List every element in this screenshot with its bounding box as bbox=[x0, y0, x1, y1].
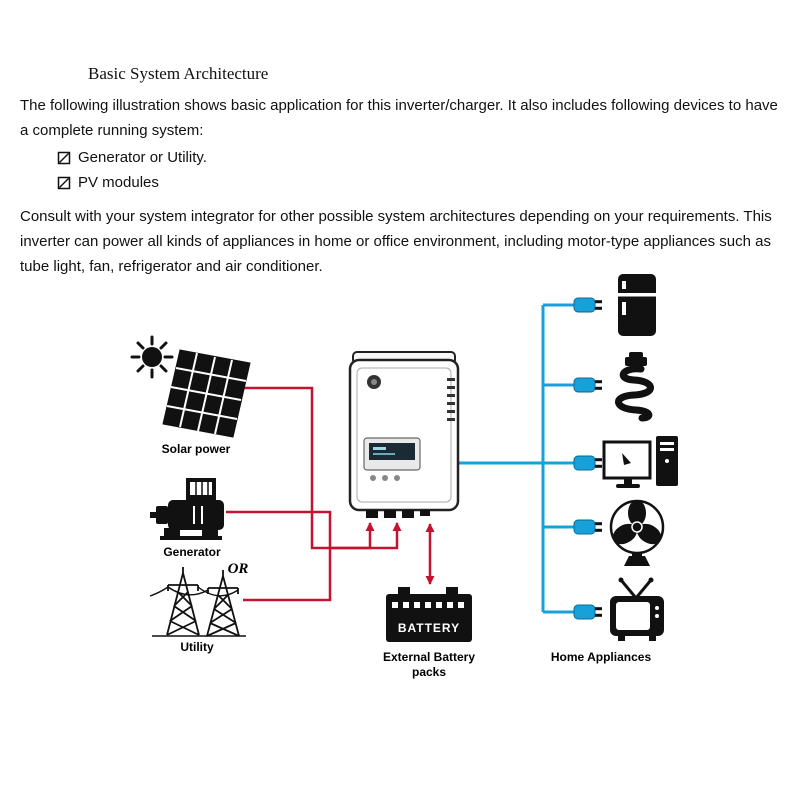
or-label: OR bbox=[227, 561, 249, 577]
body-paragraph: Consult with your system integrator for other possible system architectures depending on your requirements. This inverter can power all kinds of appliances in home or office environment, including motor-type appliances such as tube light, fan, refrigerator and air conditioner. bbox=[20, 208, 772, 275]
tv-icon bbox=[610, 578, 664, 642]
home-appliances-label: Home Appliances bbox=[550, 650, 652, 664]
plug-icon bbox=[574, 605, 602, 619]
plug-icon bbox=[574, 520, 602, 534]
sun-icon bbox=[132, 337, 172, 377]
computer-icon bbox=[604, 436, 678, 488]
generator-label: Generator bbox=[163, 545, 221, 559]
diagram-canvas bbox=[0, 260, 800, 800]
checklist-item-generator-utility bbox=[57, 145, 800, 170]
checklist-item-label: Generator or Utility. bbox=[78, 149, 207, 166]
inverter-icon bbox=[350, 352, 458, 518]
battery-icon bbox=[386, 587, 472, 642]
device-checklist bbox=[57, 145, 800, 195]
checkbox-icon bbox=[57, 176, 71, 190]
checklist-item-label: PV modules bbox=[78, 174, 159, 191]
solar-power-label: Solar power bbox=[161, 442, 231, 456]
solar-panel-icon bbox=[163, 350, 250, 437]
refrigerator-icon bbox=[618, 274, 656, 336]
battery-label: BATTERY bbox=[397, 621, 461, 635]
ac-source-to-inverter-line bbox=[330, 523, 397, 548]
document-title: Basic System Architecture bbox=[88, 64, 269, 83]
intro-paragraph: The following illustration shows basic application for this inverter/charger. It also includes following devices to have a complete running system: bbox=[20, 97, 778, 139]
generator-icon bbox=[150, 478, 224, 540]
checkbox-icon bbox=[57, 151, 71, 165]
fan-icon bbox=[609, 500, 665, 566]
system-architecture-diagram bbox=[0, 260, 800, 800]
checklist-item-pv-modules bbox=[57, 170, 800, 195]
plug-icon bbox=[574, 298, 602, 312]
utility-label: Utility bbox=[180, 640, 214, 654]
plug-icon bbox=[574, 378, 602, 392]
external-battery-label: External Battery packs bbox=[382, 650, 476, 679]
output-connection-lines bbox=[458, 305, 574, 612]
cfl-bulb-icon bbox=[618, 352, 650, 418]
plug-icon bbox=[574, 456, 602, 470]
